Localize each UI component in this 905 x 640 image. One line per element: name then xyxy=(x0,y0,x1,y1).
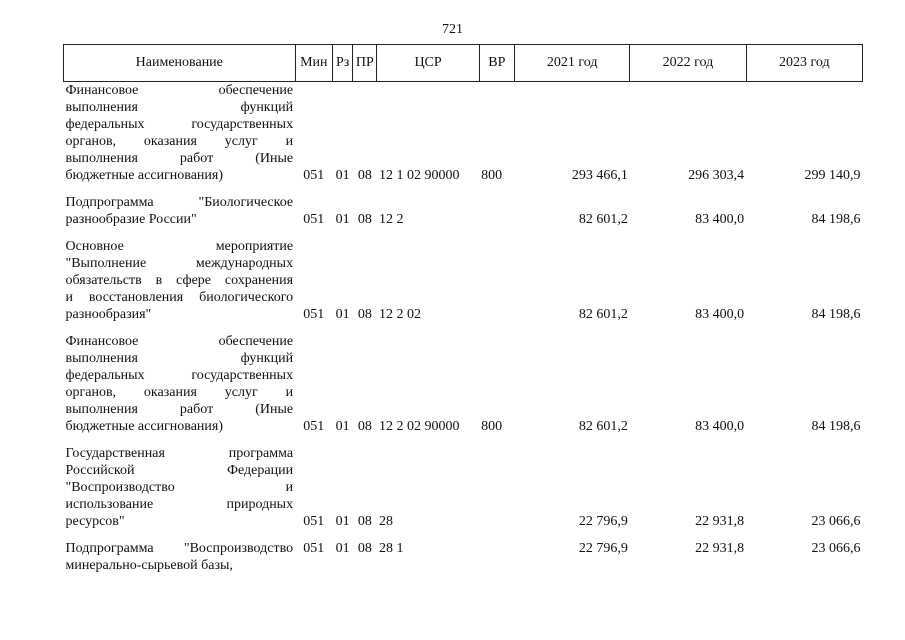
cell-name-line: и восстановления биологического xyxy=(65,290,294,305)
cell-name-line: обязательств в сфере сохранения xyxy=(65,273,294,288)
cell-2023: 84 198,6 xyxy=(811,212,861,227)
cell-name-line: выполнения работ (Иные xyxy=(65,402,294,417)
cell-vr xyxy=(479,238,514,323)
header-pr: ПР xyxy=(353,45,377,82)
cell-2023: 23 066,6 xyxy=(811,514,861,529)
cell-name xyxy=(64,333,296,435)
cell-min: 051 xyxy=(303,168,325,183)
cell-name-line: Финансовое обеспечение xyxy=(65,83,294,98)
cell-csr: 28 1 xyxy=(378,541,404,556)
cell-name xyxy=(64,540,296,574)
row-spacer-cell xyxy=(64,530,863,540)
cell-2021: 82 601,2 xyxy=(578,212,628,227)
cell-name-line: федеральных государственных xyxy=(65,368,294,383)
cell-2023: 84 198,6 xyxy=(811,419,861,434)
table-row xyxy=(64,333,863,435)
cell-min: 051 xyxy=(303,307,325,322)
header-min: Мин xyxy=(295,45,332,82)
cell-csr: 12 2 xyxy=(378,212,404,227)
cell-pr: 08 xyxy=(357,514,372,529)
header-rz: Рз xyxy=(333,45,353,82)
cell-name-line: выполнения функций xyxy=(65,100,294,115)
cell-min: 051 xyxy=(303,514,325,529)
cell-2022: 83 400,0 xyxy=(695,212,745,227)
cell-name-line: органов, оказания услуг и xyxy=(65,134,294,149)
budget-table xyxy=(63,44,863,574)
cell-name-line: Государственная программа xyxy=(65,446,294,461)
row-spacer xyxy=(64,530,863,540)
cell-csr: 12 2 02 90000 xyxy=(378,419,460,434)
cell-rz: 01 xyxy=(335,212,350,227)
cell-2021: 22 796,9 xyxy=(578,514,628,529)
cell-name-line: использование природных xyxy=(65,497,294,512)
row-spacer xyxy=(64,323,863,333)
cell-pr: 08 xyxy=(357,168,372,183)
table-row xyxy=(64,540,863,574)
cell-name-line: Основное мероприятие xyxy=(65,239,294,254)
cell-rz: 01 xyxy=(335,514,350,529)
cell-name xyxy=(64,82,296,185)
cell-pr: 08 xyxy=(357,307,372,322)
header-csr: ЦСР xyxy=(377,45,479,82)
cell-name-line: Подпрограмма "Биологическое xyxy=(65,195,294,210)
row-spacer xyxy=(64,184,863,194)
cell-2022: 83 400,0 xyxy=(695,419,745,434)
cell-2021: 82 601,2 xyxy=(578,419,628,434)
cell-2021: 22 796,9 xyxy=(578,541,628,556)
cell-name-line: Финансовое обеспечение xyxy=(65,334,294,349)
cell-rz: 01 xyxy=(335,541,350,556)
cell-name-line: разнообразие России" xyxy=(65,212,197,227)
cell-name-line: федеральных государственных xyxy=(65,117,294,132)
cell-name-line: разнообразия" xyxy=(65,307,152,322)
cell-name-line: бюджетные ассигнования) xyxy=(65,168,224,183)
cell-rz: 01 xyxy=(335,307,350,322)
cell-vr: 800 xyxy=(481,419,503,434)
header-2022: 2022 год xyxy=(630,45,746,82)
cell-pr: 08 xyxy=(357,419,372,434)
cell-2022: 22 931,8 xyxy=(695,514,745,529)
cell-csr: 12 2 02 xyxy=(378,307,421,322)
cell-name-line: выполнения функций xyxy=(65,351,294,366)
cell-name xyxy=(64,238,296,323)
cell-vr: 800 xyxy=(481,168,503,183)
cell-pr: 08 xyxy=(357,541,372,556)
table-row xyxy=(64,82,863,185)
cell-2023: 299 140,9 xyxy=(804,168,861,183)
table-header-row xyxy=(64,45,863,82)
header-name: Наименование xyxy=(64,45,296,82)
table-row xyxy=(64,194,863,228)
cell-min: 051 xyxy=(303,419,325,434)
cell-2023: 84 198,6 xyxy=(811,307,861,322)
cell-name-line: Подпрограмма "Воспроизводство xyxy=(65,541,294,556)
cell-vr xyxy=(479,540,514,574)
cell-2022: 22 931,8 xyxy=(695,541,745,556)
header-vr: ВР xyxy=(479,45,514,82)
table-row xyxy=(64,238,863,323)
table-row xyxy=(64,445,863,530)
cell-name-line: выполнения работ (Иные xyxy=(65,151,294,166)
cell-min: 051 xyxy=(303,541,325,556)
cell-2022: 296 303,4 xyxy=(688,168,745,183)
row-spacer-cell xyxy=(64,228,863,238)
cell-min: 051 xyxy=(303,212,325,227)
cell-csr: 28 xyxy=(378,514,393,529)
cell-csr: 12 1 02 90000 xyxy=(378,168,460,183)
cell-vr xyxy=(479,445,514,530)
cell-pr: 08 xyxy=(357,212,372,227)
cell-rz: 01 xyxy=(335,419,350,434)
cell-name-line: Российской Федерации xyxy=(65,463,294,478)
cell-name-line: минерально-сырьевой базы, xyxy=(65,558,233,573)
cell-2021: 82 601,2 xyxy=(578,307,628,322)
row-spacer-cell xyxy=(64,184,863,194)
cell-2022: 83 400,0 xyxy=(695,307,745,322)
cell-name-line: "Воспроизводство и xyxy=(65,480,294,495)
header-2023: 2023 год xyxy=(746,45,862,82)
row-spacer xyxy=(64,228,863,238)
cell-name-line: "Выполнение международных xyxy=(65,256,294,271)
row-spacer-cell xyxy=(64,323,863,333)
table-body xyxy=(64,82,863,575)
row-spacer xyxy=(64,435,863,445)
cell-name xyxy=(64,445,296,530)
row-spacer-cell xyxy=(64,435,863,445)
page-number: 721 xyxy=(442,22,463,37)
cell-2023: 23 066,6 xyxy=(811,541,861,556)
cell-name-line: бюджетные ассигнования) xyxy=(65,419,224,434)
cell-vr xyxy=(479,194,514,228)
cell-name-line: органов, оказания услуг и xyxy=(65,385,294,400)
cell-rz: 01 xyxy=(335,168,350,183)
header-2021: 2021 год xyxy=(515,45,630,82)
cell-name-line: ресурсов" xyxy=(65,514,125,529)
cell-2021: 293 466,1 xyxy=(571,168,628,183)
cell-name xyxy=(64,194,296,228)
